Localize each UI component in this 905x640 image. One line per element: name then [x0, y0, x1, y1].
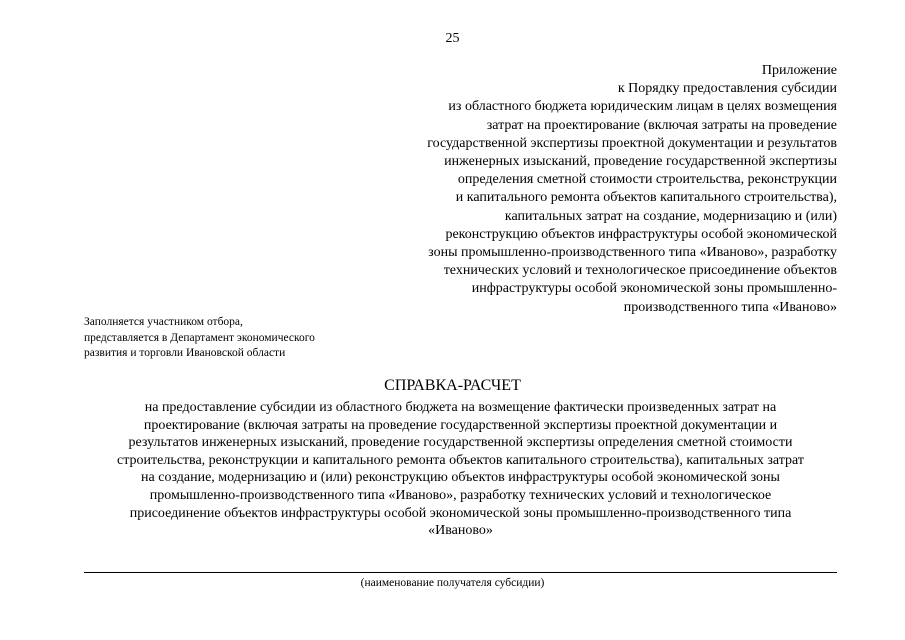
subtitle-line: строительства, реконструкции и капитального ремонта объектов капитального строительства), капитальных затрат	[117, 452, 804, 468]
recipient-name-line	[84, 572, 837, 573]
recipient-caption: (наименование получателя субсидии)	[360, 577, 545, 589]
subtitle-line: промышленно-производственного типа «Иваново», разработку технических условий и технологическое	[149, 487, 772, 503]
subtitle-line: на создание, модернизацию и (или) реконструкцию объектов инфраструктуры особой экономической зоны	[141, 470, 780, 486]
fill-note	[84, 315, 315, 362]
appendix-line: государственной экспертизы проектной документации и результатов	[427, 135, 837, 151]
appendix-line: из областного бюджета юридическим лицам в целях возмещения	[448, 99, 837, 115]
note-line: представляется в Департамент экономического	[84, 331, 315, 344]
appendix-header	[427, 62, 837, 317]
appendix-line: и капитального ремонта объектов капитального строительства),	[455, 190, 837, 206]
appendix-line: инфраструктуры особой экономической зоны промышленно-	[471, 281, 837, 297]
appendix-line: к Порядку предоставления субсидии	[617, 81, 837, 97]
subtitle-line: проектирование (включая затраты на проведение государственной экспертизы проектной документации и	[143, 417, 778, 433]
appendix-line: зоны промышленно-производственного типа «Иваново», разработку	[428, 245, 837, 261]
subtitle-line: результатов инженерных изысканий, проведение государственной экспертизы определения сметной стоимости	[128, 435, 793, 451]
page-number: 25	[445, 31, 460, 46]
appendix-line: технических условий и технологическое присоединение объектов	[443, 263, 837, 279]
appendix-line: реконструкцию объектов инфраструктуры особой экономической	[445, 226, 837, 242]
appendix-line: капитальных затрат на создание, модернизацию и (или)	[504, 208, 837, 224]
note-line: Заполняется участником отбора,	[84, 316, 243, 328]
document-subtitle	[84, 399, 837, 540]
subtitle-line: «Иваново»	[428, 523, 493, 539]
subtitle-line: на предоставление субсидии из областного бюджета на возмещение фактически произведенных затрат на	[144, 400, 777, 415]
document-title: СПРАВКА-РАСЧЕТ	[384, 377, 521, 394]
note-line: развития и торговли Ивановской области	[84, 347, 286, 359]
appendix-line: определения сметной стоимости строительства, реконструкции	[457, 172, 837, 188]
appendix-line: производственного типа «Иваново»	[623, 299, 837, 315]
appendix-line: Приложение	[761, 63, 837, 78]
appendix-line: затрат на проектирование (включая затраты на проведение	[486, 117, 837, 133]
subtitle-line: присоединение объектов инфраструктуры особой экономической зоны промышленно-производственного типа	[129, 505, 792, 521]
appendix-line: инженерных изысканий, проведение государственной экспертизы	[444, 154, 837, 170]
